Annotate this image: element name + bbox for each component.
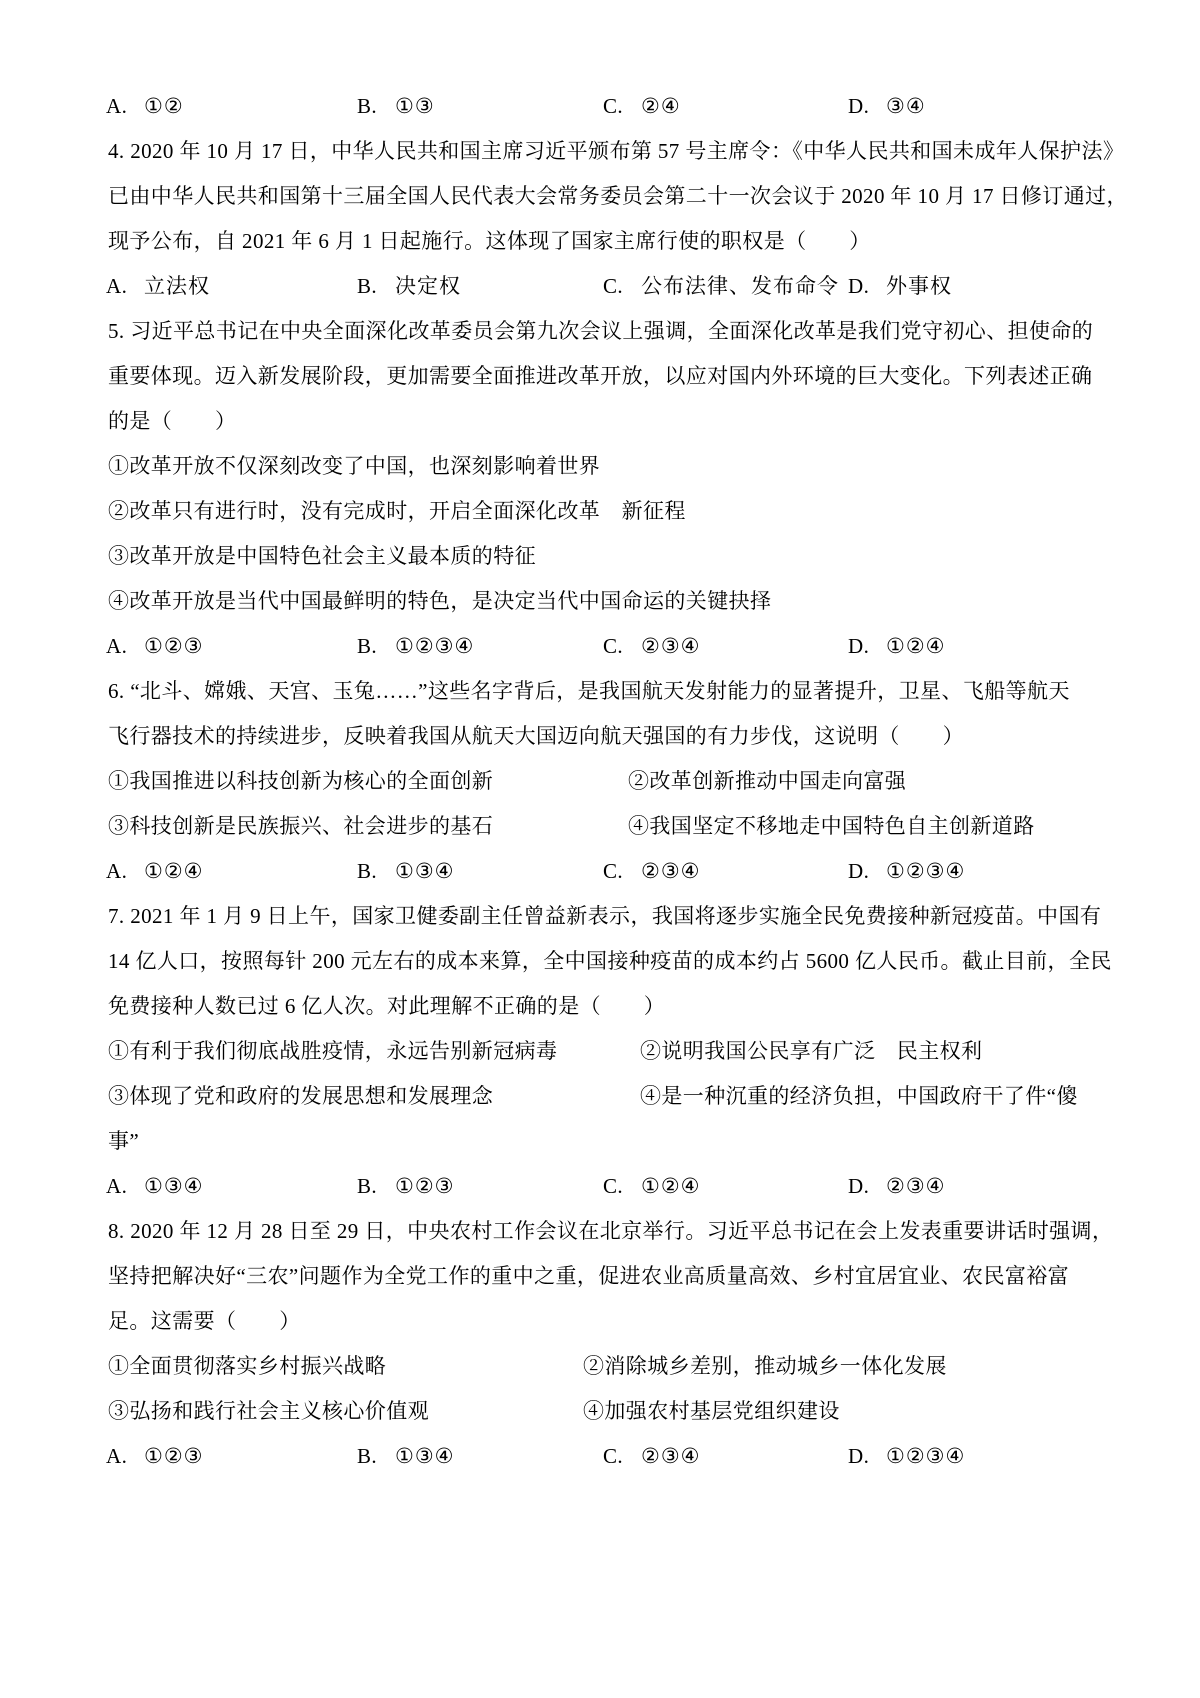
question7-item-right: ②说明我国公民享有广泛 民主权利 [640,1039,983,1063]
option-c [603,84,681,129]
option-value: ②③④ [641,859,701,883]
question5-item-line: ③改革开放是中国特色社会主义最本质的特征 [108,544,536,568]
question8-stem-line: 坚持把解决好“三农”问题作为全党工作的重中之重，促进农业高质量高效、乡村宜居宜业、农民富裕富 [108,1264,1070,1288]
option-label: A. [106,634,128,658]
option-value: ①②③④ [886,859,966,883]
question5-stem-line: 的是（ ） [108,409,237,433]
option-value: ②③④ [641,634,701,658]
question5-stem-line: 5. 习近平总书记在中央全面深化改革委员会第九次会议上强调，全面深化改革是我们党守初心、担使命的 [108,319,1094,343]
question6-stem-line: 6. “北斗、嫦娥、天宫、玉兔……”这些名字背后，是我国航天发射能力的显著提升，卫星、飞船等航天 [108,679,1070,703]
option-value: ②④ [641,94,681,118]
question7-item-left: ③体现了党和政府的发展思想和发展理念 [108,1084,494,1108]
question7-item-overflow-line: 事” [108,1129,140,1153]
option-label: D. [848,1174,870,1198]
option-d [848,849,965,894]
question6-item-right: ④我国坚定不移地走中国特色自主创新道路 [628,814,1035,838]
option-label: C. [603,1174,624,1198]
option-value: ①③④ [395,1444,455,1468]
option-label: B. [357,1444,378,1468]
option-b [357,1434,454,1479]
question6-stem-line: 飞行器技术的持续进步，反映着我国从航天大国迈向航天强国的有力步伐，这说明（ ） [108,724,964,748]
option-label: D. [848,634,870,658]
question5-item-line: ①改革开放不仅深刻改变了中国，也深刻影响着世界 [108,454,601,478]
option-label: D. [848,1444,870,1468]
option-label: A. [106,274,128,298]
option-d [848,264,952,309]
question8-item-row [0,1389,1200,1434]
question4-stem-line: 4. 2020 年 10 月 17 日，中华人民共和国主席习近平颁布第 57 号主席令：《中华人民共和国未成年人保护法》 [108,139,1125,163]
option-a [106,1434,203,1479]
question8-item-right: ②消除城乡差别，推动城乡一体化发展 [583,1354,947,1378]
option-label: B. [357,94,378,118]
option-value: ①② [144,94,184,118]
option-a [106,624,203,669]
option-label: C. [603,859,624,883]
question5-item-line: ②改革只有进行时，没有完成时，开启全面深化改革 新征程 [108,499,686,523]
option-b [357,1164,454,1209]
question7-stem-line: 14 亿人口，按照每针 200 元左右的成本来算，全中国接种疫苗的成本约占 5600 亿人民币。截止目前，全民 [108,949,1112,973]
option-value: ①②③④ [395,634,475,658]
option-value: ②③④ [886,1174,946,1198]
option-value: 公布法律、发布命令 [641,274,839,298]
option-value: 立法权 [144,274,210,298]
option-label: C. [603,1444,624,1468]
option-value: ②③④ [641,1444,701,1468]
option-b [357,849,454,894]
question6-item-right: ②改革创新推动中国走向富强 [628,769,907,793]
option-c [603,1434,700,1479]
question8-item-right: ④加强农村基层党组织建设 [583,1399,840,1423]
option-label: D. [848,274,870,298]
option-c [603,624,700,669]
option-label: A. [106,94,128,118]
question7-item-row [0,1029,1200,1074]
option-value: ①③④ [395,859,455,883]
option-value: ①②④ [886,634,946,658]
question8-item-left: ①全面贯彻落实乡村振兴战略 [108,1354,387,1378]
option-value: ①③④ [144,1174,204,1198]
option-value: 决定权 [395,274,461,298]
question5-stem-line: 重要体现。迈入新发展阶段，更加需要全面推进改革开放，以应对国内外环境的巨大变化。下列表述正确 [108,364,1093,388]
option-label: D. [848,94,870,118]
question6-options-row [0,849,1200,894]
option-value: ①②③ [144,634,204,658]
question5-options-row [0,624,1200,669]
question8-stem-line: 8. 2020 年 12 月 28 日至 29 日，中央农村工作会议在北京举行。习近平总书记在会上发表重要讲话时强调， [108,1219,1114,1243]
option-value: ①②③ [144,1444,204,1468]
option-value: ①②③ [395,1174,455,1198]
option-value: 外事权 [886,274,952,298]
question7-stem-line: 免费接种人数已过 6 亿人次。对此理解不正确的是（ ） [108,994,666,1018]
option-label: B. [357,1174,378,1198]
question4-options-row [0,264,1200,309]
option-c [603,849,700,894]
question8-item-left: ③弘扬和践行社会主义核心价值观 [108,1399,429,1423]
question6-item-row [0,804,1200,849]
option-label: A. [106,1174,128,1198]
question6-item-left: ③科技创新是民族振兴、社会进步的基石 [108,814,494,838]
question4-stem-line: 现予公布，自 2021 年 6 月 1 日起施行。这体现了国家主席行使的职权是（ ） [108,229,871,253]
question7-options-row [0,1164,1200,1209]
question6-item-left: ①我国推进以科技创新为核心的全面创新 [108,769,494,793]
option-value: ①②④ [144,859,204,883]
option-b [357,84,435,129]
question8-stem-line: 足。这需要（ ） [108,1309,301,1333]
option-value: ①③ [395,94,435,118]
question8-options-row [0,1434,1200,1479]
option-label: B. [357,634,378,658]
option-label: C. [603,94,624,118]
option-d [848,1164,945,1209]
question3-options-row [0,84,1200,129]
option-label: B. [357,274,378,298]
option-b [357,264,461,309]
option-b [357,624,474,669]
option-a [106,849,203,894]
option-d [848,84,926,129]
option-a [106,264,210,309]
option-label: D. [848,859,870,883]
option-a [106,84,184,129]
option-label: B. [357,859,378,883]
question7-item-left: ①有利于我们彻底战胜疫情，永远告别新冠病毒 [108,1039,558,1063]
option-value: ①②③④ [886,1444,966,1468]
option-label: C. [603,274,624,298]
option-label: A. [106,1444,128,1468]
question8-item-row [0,1344,1200,1389]
option-c [603,264,839,309]
option-label: C. [603,634,624,658]
option-d [848,1434,965,1479]
option-label: A. [106,859,128,883]
question5-item-line: ④改革开放是当代中国最鲜明的特色，是决定当代中国命运的关键抉择 [108,589,772,613]
option-value: ①②④ [641,1174,701,1198]
option-d [848,624,945,669]
question7-stem-line: 7. 2021 年 1 月 9 日上午，国家卫健委副主任曾益新表示，我国将逐步实施全民免费接种新冠疫苗。中国有 [108,904,1102,928]
question7-item-right: ④是一种沉重的经济负担，中国政府干了件“傻 [640,1084,1078,1108]
question7-item-row [0,1074,1200,1119]
option-c [603,1164,700,1209]
option-value: ③④ [886,94,926,118]
question4-stem-line: 已由中华人民共和国第十三届全国人民代表大会常务委员会第二十一次会议于 2020 年 10 月 17 日修订通过， [108,184,1128,208]
question6-item-row [0,759,1200,804]
option-a [106,1164,203,1209]
